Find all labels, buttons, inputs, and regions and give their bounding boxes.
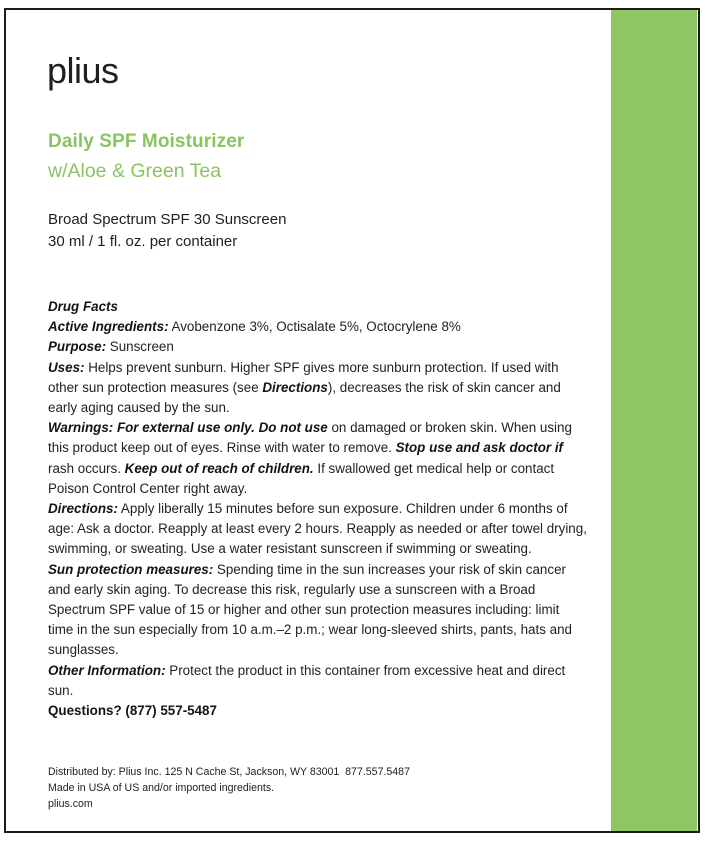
sun-protection-measures: Sun protection measures: Spending time in the sun increases your risk of skin cancer and early skin aging. To decrease this risk, regularly use a sunscreen with a Broad Spectrum SPF value of 15 or higher and other sun protection measures including: limit time in the sun especially from 10 a.m.–2 p.m.; wear long-sleeved shirts, pants, hats and sunglasses. xyxy=(48,561,572,658)
website-link[interactable]: plius.com xyxy=(48,798,93,810)
brand-logo: plius xyxy=(47,50,119,91)
distributor-line: Distributed by: Plius Inc. 125 N Cache St, Jackson, WY 83001 877.557.5487 xyxy=(48,766,410,778)
green-side-panel xyxy=(611,10,697,831)
volume-line: 30 ml / 1 fl. oz. per container xyxy=(48,233,238,250)
uses: Uses: Helps prevent sunburn. Higher SPF gives more sunburn protection. If used with other sun protection measures (see Directions), decreases the risk of skin cancer and early aging caused by the sun. xyxy=(48,359,561,416)
spf-line: Broad Spectrum SPF 30 Sunscreen xyxy=(48,211,287,228)
drug-facts-heading: Drug Facts xyxy=(48,299,118,314)
active-ingredients: Active Ingredients: Avobenzone 3%, Octisalate 5%, Octocrylene 8% xyxy=(48,319,461,335)
drug-facts-panel xyxy=(48,297,588,721)
product-spec xyxy=(48,209,286,253)
purpose: Purpose: Sunscreen xyxy=(48,339,174,355)
made-in-line: Made in USA of US and/or imported ingredients. xyxy=(48,782,275,794)
questions-phone: Questions? (877) 557-5487 xyxy=(48,703,217,719)
product-title: Daily SPF Moisturizer xyxy=(48,131,245,152)
footer xyxy=(48,764,410,812)
warnings: Warnings: For external use only. Do not use on damaged or broken skin. When using this product keep out of eyes. Rinse with water to remove. Stop use and ask doctor if rash occurs. Keep out of reach of children. If swallowed get medical help or contact Poison Control Center right away. xyxy=(48,420,572,496)
other-information: Other Information: Protect the product in this container from excessive heat and direct sun. xyxy=(48,662,566,698)
product-subtitle: w/Aloe & Green Tea xyxy=(48,160,222,182)
directions: Directions: Apply liberally 15 minutes before sun exposure. Children under 6 months of age: Ask a doctor. Reapply at least every 2 hours. Reapply as needed or after towel drying, swimming, or sweating. Use a water resistant sunscreen if swimming or sweating. xyxy=(48,501,587,557)
